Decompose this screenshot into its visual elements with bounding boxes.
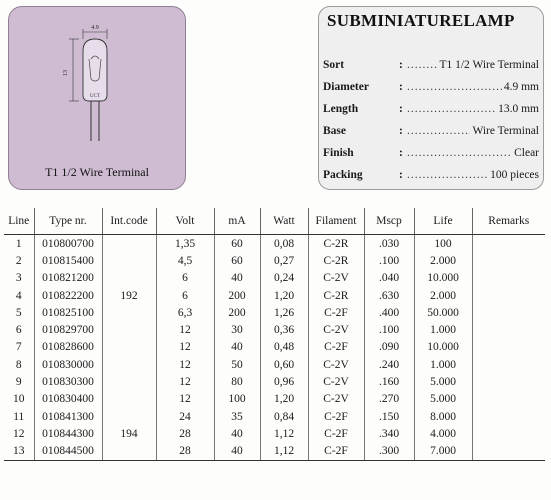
table-cell: 2.000 [414,252,472,269]
table-cell: 12 [156,321,214,338]
table-row [4,270,545,287]
table-body [4,235,545,461]
column-header: Type nr. [34,208,102,235]
lamp-drawing [61,23,131,143]
spec-label: Length [323,103,359,115]
table-cell: 010830000 [34,356,102,373]
spec-value: 100 pieces [490,169,539,181]
table-cell [102,408,156,425]
table-cell: 1,12 [260,425,308,442]
table-cell: .400 [364,304,414,321]
table-cell: 24 [156,408,214,425]
table-cell: .270 [364,391,414,408]
table-cell: 1.000 [414,356,472,373]
table-cell [472,287,545,304]
table-cell: C-2F [308,425,364,442]
table-row [4,321,545,338]
spec-title: SUBMINIATURELAMP [327,11,515,30]
table-cell [472,339,545,356]
table-cell [472,235,545,253]
table-row [4,235,545,253]
table-cell [472,356,545,373]
table-cell: 010844300 [34,425,102,442]
table-cell: C-2R [308,287,364,304]
table-cell: 010821200 [34,270,102,287]
product-caption: T1 1/2 Wire Terminal [45,165,149,179]
table-cell: 6 [156,270,214,287]
table-cell [472,373,545,390]
table-cell: 2 [15,254,22,267]
table-cell: C-2R [308,252,364,269]
spec-label: Finish [323,147,354,159]
bulb-mark-label: UCT [90,94,100,99]
table-cell: 1,12 [260,443,308,461]
table-row [4,339,545,356]
spec-row-finish: Finish : ..... Clear [323,147,539,165]
table-cell: 200 [214,287,260,304]
table-cell: 194 [102,425,156,442]
column-header: Filament [308,208,364,235]
table-cell: 8.000 [414,408,472,425]
table-cell: 100 [214,391,260,408]
spec-value: Clear [514,147,539,159]
table-cell: 1,26 [260,304,308,321]
table-cell: C-2V [308,391,364,408]
table-cell: 1.000 [414,321,472,338]
table-cell: 1,35 [156,235,214,253]
table-cell: 9 [15,376,22,389]
table-cell: .090 [364,339,414,356]
table-cell: 010844500 [34,443,102,461]
column-header: Line [4,208,34,235]
table-cell: 28 [156,443,214,461]
table-row [4,287,545,304]
table-cell: 5.000 [414,373,472,390]
table-cell: .160 [364,373,414,390]
table-cell: 12 [156,339,214,356]
table-cell: 11 [13,410,25,423]
table-cell [102,304,156,321]
table-cell: 6,3 [156,304,214,321]
spec-row-diameter: Diameter : ..... 4.9 mm [323,81,539,99]
table-cell: 4,5 [156,252,214,269]
table-cell [102,443,156,461]
table-cell: 192 [102,287,156,304]
width-dimension-label: 4.9 [91,25,99,31]
spec-row-base: Base : ..... Wire Terminal [323,125,539,143]
table-cell [472,425,545,442]
table-cell: .100 [364,252,414,269]
table-cell: 40 [214,443,260,461]
table-cell: 60 [214,235,260,253]
table-cell: 7.000 [414,443,472,461]
table-cell: 12 [156,391,214,408]
table-cell: 4.000 [414,425,472,442]
spec-row-packing: Packing : ..... 100 pieces [323,169,539,187]
table-cell [102,270,156,287]
table-cell: C-2F [308,339,364,356]
table-cell: 40 [214,339,260,356]
spec-value: Wire Terminal [472,125,539,137]
table-cell [472,408,545,425]
table-cell: 0,36 [260,321,308,338]
table-cell: 010822200 [34,287,102,304]
table-cell: .340 [364,425,414,442]
table-cell [472,270,545,287]
column-header: Remarks [472,208,545,235]
table-cell: .030 [364,235,414,253]
table-cell: 5 [15,306,22,319]
table-cell [472,321,545,338]
product-card [8,6,186,190]
table-cell: 010841300 [34,408,102,425]
table-cell: 010829700 [34,321,102,338]
table-cell: 0,48 [260,339,308,356]
length-dimension-label: 13 [63,70,69,76]
table-row [4,443,545,461]
table-cell: 010828600 [34,339,102,356]
column-header: Watt [260,208,308,235]
table-cell: .150 [364,408,414,425]
column-header: Mscp [364,208,414,235]
table-cell: C-2F [308,304,364,321]
table-cell: 0,08 [260,235,308,253]
table-cell: 0,60 [260,356,308,373]
table-cell: 28 [156,425,214,442]
table-cell [472,391,545,408]
table-cell: 4 [15,289,22,302]
spec-label: Sort [323,59,345,71]
spec-label: Base [323,125,346,137]
table-cell: 0,24 [260,270,308,287]
table-row [4,252,545,269]
table-cell [102,235,156,253]
spec-row-sort: Sort : ..... T1 1/2 Wire Terminal [323,59,539,77]
table-cell: C-2V [308,356,364,373]
table-cell [102,321,156,338]
table-cell: .040 [364,270,414,287]
table-cell: 40 [214,425,260,442]
table-cell: 010800700 [34,235,102,253]
table-cell: 010830400 [34,391,102,408]
table-cell: 10 [13,393,25,406]
spec-panel [318,6,544,190]
column-header: Volt [156,208,214,235]
table-cell: 010815400 [34,252,102,269]
table-cell [102,391,156,408]
table-cell: 60 [214,252,260,269]
spec-value: 4.9 mm [503,81,539,93]
table-cell: C-2F [308,443,364,461]
table-cell: 1,20 [260,287,308,304]
table-cell: 010830300 [34,373,102,390]
lamp-table [4,208,545,461]
table-cell: C-2F [308,408,364,425]
table-row [4,356,545,373]
table-cell [472,252,545,269]
table-cell: C-2R [308,235,364,253]
column-header: Int.code [102,208,156,235]
table-cell: 8 [15,358,22,371]
column-header: mA [214,208,260,235]
table-cell [102,339,156,356]
table-cell [102,356,156,373]
table-cell: 010825100 [34,304,102,321]
table-cell [472,304,545,321]
table-cell: 1 [15,237,22,250]
table-cell: .100 [364,321,414,338]
spec-value: 13.0 mm [498,103,539,115]
table-cell: .240 [364,356,414,373]
spec-value: T1 1/2 Wire Terminal [439,59,539,71]
table-cell: .300 [364,443,414,461]
table-cell: 13 [4,443,34,461]
table-cell: 100 [414,235,472,253]
table-row [4,425,545,442]
table-cell: C-2V [308,321,364,338]
table-cell: 50.000 [414,304,472,321]
table-cell: 1,20 [260,391,308,408]
table-cell: 200 [214,304,260,321]
table-row [4,391,545,408]
table-cell: 12 [13,427,25,440]
table-cell: 0,96 [260,373,308,390]
spec-row-length: Length : ..... 13.0 mm [323,103,539,121]
table-cell: 3 [15,272,22,285]
table-cell: 10.000 [414,339,472,356]
table-cell: 50 [214,356,260,373]
column-header: Life [414,208,472,235]
table-row [4,304,545,321]
table-cell: C-2V [308,270,364,287]
table-cell: .630 [364,287,414,304]
table-cell: 6 [15,324,22,337]
table-cell: C-2V [308,373,364,390]
table-cell [472,443,545,461]
table-cell: 0,84 [260,408,308,425]
table-row [4,408,545,425]
table-header [4,208,545,235]
table-cell [102,252,156,269]
table-cell: 5.000 [414,391,472,408]
spec-label: Diameter [323,81,369,93]
spec-label: Packing [323,169,363,181]
table-cell: 80 [214,373,260,390]
table-row [4,373,545,390]
table-cell: 12 [156,356,214,373]
table-cell: 35 [214,408,260,425]
table-cell: 12 [156,373,214,390]
table-cell: 30 [214,321,260,338]
table-cell [102,373,156,390]
table-cell: 10.000 [414,270,472,287]
table-cell: 7 [15,341,22,354]
table-cell: 0,27 [260,252,308,269]
table-cell: 40 [214,270,260,287]
table-cell: 6 [156,287,214,304]
table-cell: 2.000 [414,287,472,304]
